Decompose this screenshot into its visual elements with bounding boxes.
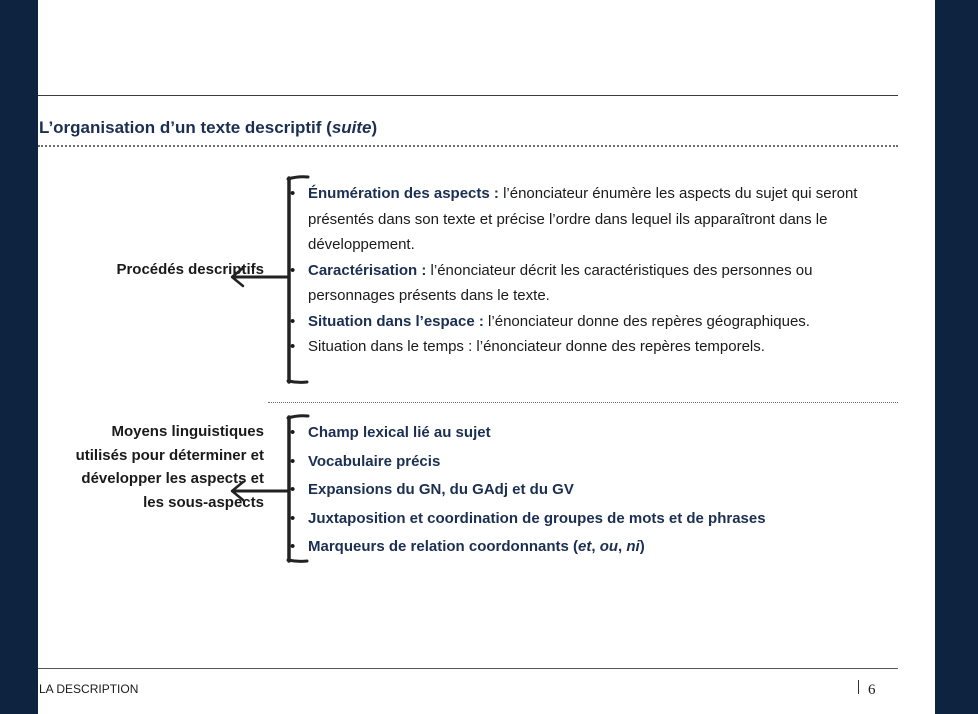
list-item: • Vocabulaire précis — [287, 449, 867, 475]
title-dotted-divider — [38, 145, 898, 147]
footer-rule — [38, 668, 898, 669]
moyens-list — [287, 420, 867, 563]
page-number-separator — [858, 680, 859, 694]
list-item: • Champ lexical lié au sujet — [287, 420, 867, 446]
list-item: • Situation dans l’espace : l’énonciateur donne des repères géographiques. — [287, 309, 867, 335]
list-item: • Caractérisation : l’énonciateur décrit les caractéristiques des personnes ou personnages présents dans le texte. — [287, 258, 867, 309]
footer-label: LA DESCRIPTION — [39, 682, 139, 696]
top-rule — [38, 95, 898, 96]
section-dotted-divider — [268, 402, 898, 403]
list-item: • Situation dans le temps : l’énonciateur donne des repères temporels. — [287, 334, 867, 360]
left-arrow-icon — [228, 265, 290, 289]
page-number: 6 — [868, 682, 876, 698]
list-item: • Énumération des aspects : l’énonciateur énumère les aspects du sujet qui seront présentés dans son texte et précise l’ordre dans lequel ils apparaîtront dans le développement. — [287, 181, 867, 258]
procedes-descriptifs-label: Procédés descriptifs — [116, 261, 264, 278]
list-item: • Marqueurs de relation coordonnants (et, ou, ni) — [287, 534, 867, 560]
list-item: • Juxtaposition et coordination de groupes de mots et de phrases — [287, 506, 867, 532]
moyens-linguistiques-label: Moyens linguistiques utilisés pour déterminer et développer les aspects et les sous-aspects — [75, 423, 264, 511]
list-item: • Expansions du GN, du GAdj et du GV — [287, 477, 867, 503]
page-title: L’organisation d’un texte descriptif (suite) — [39, 118, 378, 137]
procedes-list — [287, 181, 867, 360]
left-arrow-icon — [228, 479, 290, 503]
